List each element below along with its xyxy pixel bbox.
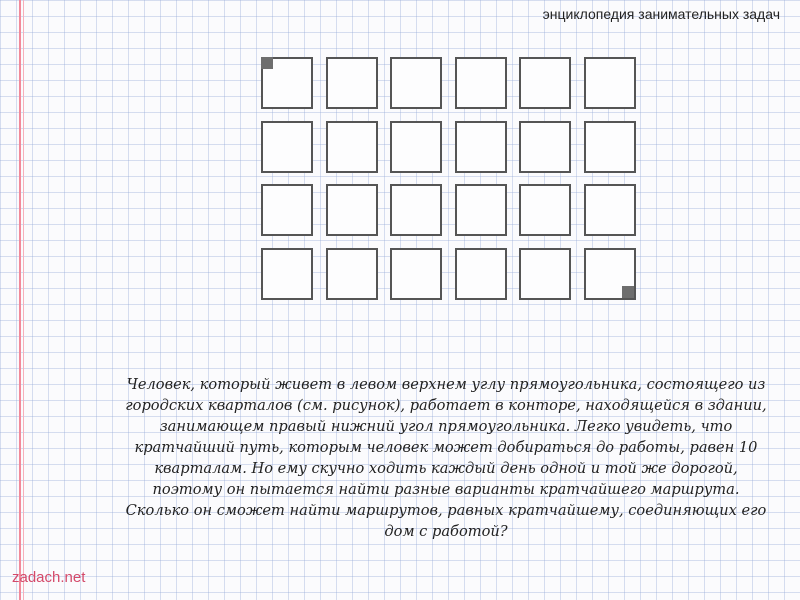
city-block: [519, 248, 571, 300]
city-block: [519, 121, 571, 173]
city-block: [584, 121, 636, 173]
city-block: [261, 248, 313, 300]
city-block: [326, 248, 378, 300]
problem-text: Человек, который живет в левом верхнем углу прямоугольника, состоящего из городских кварталов (см. рисунок), работает в конторе, находящейся в здании, занимающем правый нижний угол прямоугольника. Легко увидеть, что кратчайший путь, которым человек может добираться до работы, равен 10 кварталам. Но ему скучно ходить каждый день одной и той же дорогой, поэтому он пытается найти разные варианты кратчайшего маршрута. Сколько он сможет найти маршрутов, равных кратчайшему, соединяющих его дом с работой?: [125, 376, 767, 540]
city-block: [584, 184, 636, 236]
city-block: [519, 57, 571, 109]
city-block: [390, 248, 442, 300]
site-link[interactable]: zadach.net: [12, 569, 86, 586]
office-marker: [622, 286, 634, 298]
city-block: [390, 121, 442, 173]
home-marker: [261, 57, 273, 69]
city-block: [584, 57, 636, 109]
city-block: [455, 184, 507, 236]
city-block: [261, 121, 313, 173]
city-block: [390, 184, 442, 236]
city-block: [455, 248, 507, 300]
city-block: [519, 184, 571, 236]
header-title: энциклопедия занимательных задач: [542, 6, 780, 22]
city-block: [261, 184, 313, 236]
city-block: [455, 121, 507, 173]
city-block: [326, 57, 378, 109]
city-block: [390, 57, 442, 109]
city-block: [455, 57, 507, 109]
city-block: [326, 184, 378, 236]
city-block: [326, 121, 378, 173]
